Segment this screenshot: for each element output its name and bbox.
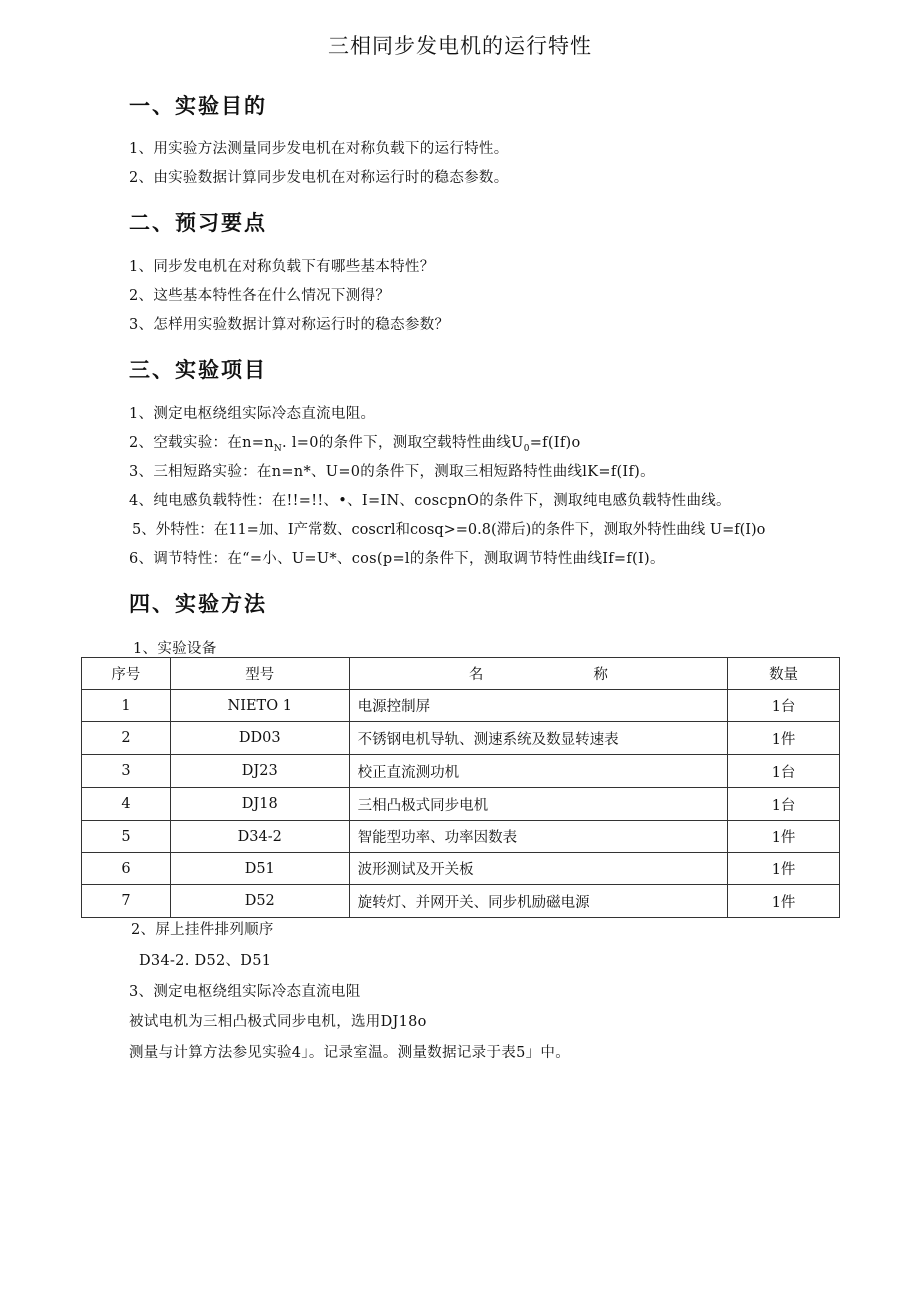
resistance-text-1: 被试电机为三相凸极式同步电机，选用DJ18o [129, 1014, 427, 1030]
row-model: D52 [170, 885, 349, 918]
row-name: 旋转灯、并网开关、同步机励磁电源 [349, 885, 728, 918]
project-item-1: 1、测定电枢绕组实际冷态直流电阻。 [129, 406, 376, 422]
row-quantity: 1台 [728, 690, 840, 722]
row-name: 电源控制屏 [349, 690, 728, 722]
table-row [82, 885, 840, 918]
row-model: D34-2 [170, 821, 349, 853]
project-item-2-part-a: 2、空载实验：在n=n [129, 435, 274, 451]
project-item-2-sub-0: 0 [523, 443, 530, 454]
header-model: 型号 [170, 658, 349, 690]
row-quantity: 1台 [728, 788, 840, 821]
purpose-item-1: 1、用实验方法测量同步发电机在对称负载下的运行特性。 [129, 141, 509, 157]
row-name: 校正直流测功机 [349, 755, 728, 788]
row-quantity: 1台 [728, 755, 840, 788]
row-model: DJ18 [170, 788, 349, 821]
table-row [82, 722, 840, 755]
table-row [82, 690, 840, 722]
preview-item-3: 3、怎样用实验数据计算对称运行时的稳态参数？ [129, 317, 450, 333]
project-item-5: 5、外特性：在11=加、I产常数、coscrl和cosq>=0.8(滞后)的条件下，测取外特性曲线 U=f(I)o [132, 522, 766, 538]
preview-item-1: 1、同步发电机在对称负载下有哪些基本特性？ [129, 259, 435, 275]
row-index: 5 [82, 821, 171, 853]
table-header-row [82, 658, 840, 690]
row-model: NIETO 1 [170, 690, 349, 722]
row-index: 2 [82, 722, 171, 755]
row-model: DJ23 [170, 755, 349, 788]
table-row [82, 821, 840, 853]
resistance-heading: 3、测定电枢绕组实际冷态直流电阻 [129, 984, 361, 1000]
header-name-char-2: 称 [593, 667, 608, 683]
project-item-4: 4、纯电感负载特性：在!!=!!、•、I=IN、coscpnO的条件下，测取纯电感负载特性曲线。 [129, 493, 731, 509]
project-item-3: 3、三相短路实验：在n=n*、U=0的条件下，测取三相短路特性曲线lK=f(If)。 [129, 464, 655, 480]
project-item-2-part-b: . l=0的条件下，测取空载特性曲线U [282, 435, 524, 451]
section-heading-method: 四、实验方法 [129, 592, 267, 616]
row-quantity: 1件 [728, 885, 840, 918]
row-name: 智能型功率、功率因数表 [349, 821, 728, 853]
row-model: D51 [170, 853, 349, 885]
row-model: DD03 [170, 722, 349, 755]
header-index: 序号 [82, 658, 171, 690]
header-name [349, 658, 728, 690]
page-title: 三相同步发电机的运行特性 [328, 34, 592, 58]
project-item-2-part-c: =f(If)o [529, 435, 581, 451]
project-item-6: 6、调节特性：在“=小、U=U*、cos(p=l的条件下，测取调节特性曲线If=f(I)。 [129, 551, 665, 567]
section-heading-purpose: 一、实验目的 [129, 94, 267, 118]
equipment-table [81, 657, 840, 918]
preview-item-2: 2、这些基本特性各在什么情况下测得？ [129, 288, 391, 304]
purpose-item-2: 2、由实验数据计算同步发电机在对称运行时的稳态参数。 [129, 170, 509, 186]
row-quantity: 1件 [728, 722, 840, 755]
row-name: 不锈钢电机导轨、测速系统及数显转速表 [349, 722, 728, 755]
table-row [82, 755, 840, 788]
row-index: 7 [82, 885, 171, 918]
section-heading-items: 三、实验项目 [129, 358, 267, 382]
panel-order-heading: 2、屏上挂件排列顺序 [131, 922, 274, 938]
header-quantity: 数量 [728, 658, 840, 690]
row-name: 三相凸极式同步电机 [349, 788, 728, 821]
row-index: 6 [82, 853, 171, 885]
panel-order-value: D34-2. D52、D51 [139, 953, 272, 969]
resistance-text-2: 测量与计算方法参见实验4」。记录室温。测量数据记录于表5」中。 [129, 1045, 570, 1061]
row-quantity: 1件 [728, 853, 840, 885]
equipment-caption: 1、实验设备 [133, 641, 217, 657]
row-index: 1 [82, 690, 171, 722]
table-row [82, 788, 840, 821]
row-index: 4 [82, 788, 171, 821]
row-index: 3 [82, 755, 171, 788]
row-name: 波形测试及开关板 [349, 853, 728, 885]
header-name-char-1: 名 [468, 667, 484, 683]
row-quantity: 1件 [728, 821, 840, 853]
table-row [82, 853, 840, 885]
project-item-2-sub-n: N [273, 443, 283, 454]
section-heading-preview: 二、预习要点 [129, 211, 267, 235]
project-item-2 [129, 431, 581, 454]
